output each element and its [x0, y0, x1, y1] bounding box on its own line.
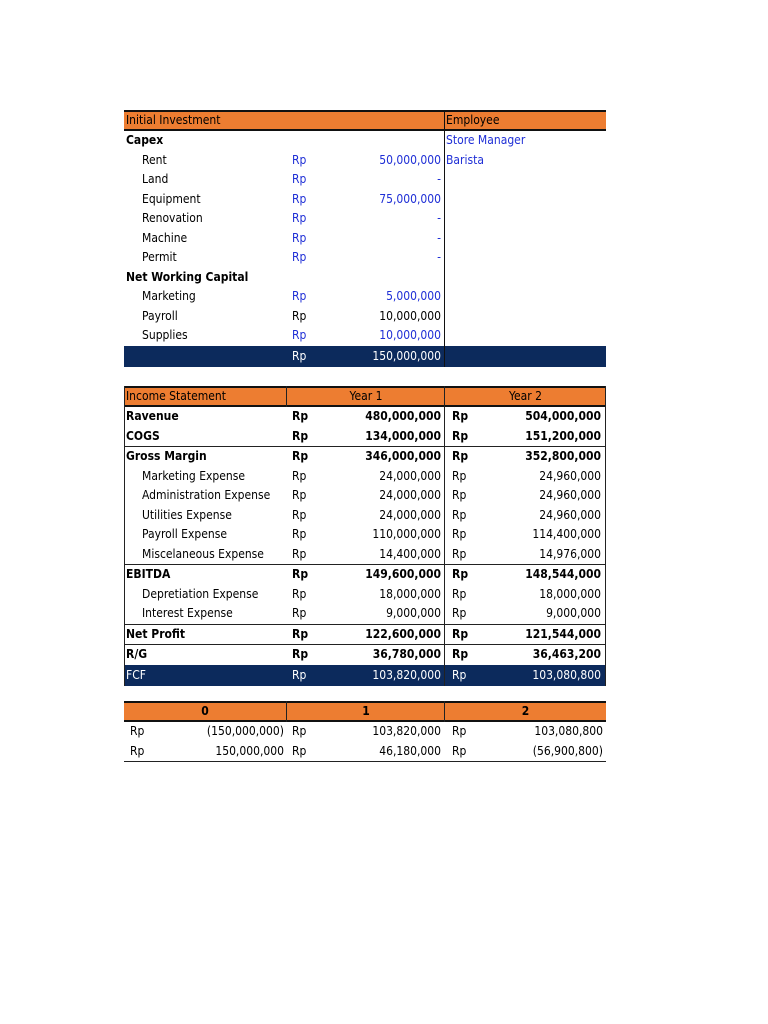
year1-value: 24,000,000 [379, 507, 441, 522]
row-label: Miscelaneous Expense [142, 546, 264, 561]
income-statement-row [124, 506, 606, 526]
item-value: - [437, 172, 441, 186]
currency-label: Rp [292, 647, 309, 661]
column-divider [286, 386, 287, 407]
row-label: R/G [126, 647, 148, 661]
income-statement-row [124, 665, 606, 686]
cash-flow-header-row [124, 701, 606, 722]
currency-label: Rp [292, 172, 307, 186]
year2-value: 352,800,000 [525, 449, 601, 463]
period-2-header: 2 [521, 704, 530, 718]
item-label: Rent [142, 152, 167, 167]
item-value: - [437, 250, 441, 264]
currency-label: Rp [452, 546, 467, 561]
income-statement-row [124, 467, 606, 487]
income-statement-header: Income Statement [126, 389, 226, 403]
item-value: - [437, 211, 441, 225]
period-1-value: 46,180,000 [379, 743, 441, 758]
currency-label: Rp [292, 348, 307, 363]
capex-row [124, 170, 606, 190]
currency-label: Rp [292, 428, 309, 443]
period-0-header: 0 [201, 704, 209, 718]
currency-label: Rp [130, 743, 145, 758]
currency-label: Rp [452, 647, 469, 661]
year2-value: 24,960,000 [539, 488, 601, 502]
cash-flow-row [124, 742, 606, 762]
currency-label: Rp [292, 743, 307, 758]
year2-value: 24,960,000 [539, 507, 601, 522]
period-0-value: 150,000,000 [215, 743, 284, 758]
nwc-row [124, 287, 606, 307]
item-label: Equipment [142, 191, 201, 206]
row-label: Payroll Expense [142, 527, 227, 541]
column-divider [444, 110, 445, 367]
row-label: Gross Margin [126, 449, 207, 463]
initial-investment-table [124, 110, 606, 367]
currency-label: Rp [452, 409, 469, 423]
year1-value: 134,000,000 [365, 428, 441, 443]
column-divider [444, 701, 445, 722]
cash-flow-row [124, 722, 606, 742]
currency-label: Rp [292, 507, 307, 522]
income-statement-row [124, 564, 606, 585]
nwc-label: Net Working Capital [126, 269, 249, 284]
row-label: Ravenue [126, 409, 179, 423]
capex-row [124, 229, 606, 249]
income-statement-row [124, 585, 606, 605]
column-divider [286, 701, 287, 722]
currency-label: Rp [292, 409, 309, 423]
income-statement-row [124, 545, 606, 565]
initial-investment-header-row [124, 110, 606, 131]
income-statement-row [124, 525, 606, 545]
item-value: 10,000,000 [379, 308, 441, 323]
currency-label: Rp [292, 567, 309, 581]
income-statement-row [124, 407, 606, 427]
currency-label: Rp [292, 626, 309, 641]
currency-label: Rp [292, 449, 309, 463]
row-label: COGS [126, 428, 160, 443]
currency-label: Rp [452, 567, 469, 581]
year2-value: 103,080,800 [532, 667, 601, 682]
currency-label: Rp [452, 606, 467, 620]
period-2-value: (56,900,800) [532, 743, 603, 758]
capex-row [124, 131, 606, 151]
capex-row [124, 248, 606, 268]
currency-label: Rp [292, 667, 307, 682]
item-value: - [437, 230, 441, 245]
income-statement-row [124, 604, 606, 624]
year2-value: 9,000,000 [546, 606, 601, 620]
item-label: Supplies [142, 328, 188, 342]
employee-item: Barista [446, 152, 484, 167]
year1-value: 103,820,000 [372, 667, 441, 682]
income-statement-row [124, 644, 606, 665]
year1-value: 122,600,000 [365, 626, 441, 641]
capex-row [124, 190, 606, 210]
currency-label: Rp [292, 586, 307, 601]
cash-flow-bottom-rule [124, 761, 606, 762]
row-label: FCF [126, 667, 146, 682]
currency-label: Rp [292, 211, 307, 225]
row-label: Administration Expense [142, 488, 271, 502]
income-statement-header-row [124, 386, 606, 407]
item-value: 75,000,000 [379, 191, 441, 206]
capex-label: Capex [126, 133, 164, 147]
row-label: Interest Expense [142, 606, 233, 620]
currency-label: Rp [292, 606, 307, 620]
year2-value: 14,976,000 [539, 546, 601, 561]
year1-value: 110,000,000 [372, 527, 441, 541]
year1-value: 9,000,000 [386, 606, 441, 620]
year2-value: 121,544,000 [525, 626, 601, 641]
currency-label: Rp [292, 488, 307, 502]
employee-header: Employee [446, 113, 500, 127]
currency-label: Rp [130, 724, 145, 738]
income-statement-row [124, 624, 606, 645]
currency-label: Rp [452, 527, 467, 541]
year2-value: 151,200,000 [525, 428, 601, 443]
initial-investment-header: Initial Investment [126, 113, 221, 127]
income-statement-table [124, 386, 606, 686]
currency-label: Rp [452, 468, 467, 483]
currency-label: Rp [452, 586, 467, 601]
currency-label: Rp [452, 743, 467, 758]
currency-label: Rp [452, 667, 467, 682]
currency-label: Rp [292, 289, 307, 303]
item-label: Renovation [142, 211, 203, 225]
year1-value: 149,600,000 [365, 567, 441, 581]
currency-label: Rp [292, 250, 307, 264]
year1-value: 346,000,000 [365, 449, 441, 463]
column-divider [124, 386, 125, 686]
item-label: Machine [142, 230, 188, 245]
currency-label: Rp [292, 468, 307, 483]
currency-label: Rp [292, 527, 307, 541]
row-label: Utilities Expense [142, 507, 232, 522]
item-label: Marketing [142, 289, 196, 303]
year2-value: 24,960,000 [539, 468, 601, 483]
year2-value: 504,000,000 [525, 409, 601, 423]
row-label: Net Profit [126, 626, 186, 641]
currency-label: Rp [452, 507, 467, 522]
income-statement-row [124, 486, 606, 506]
row-label: EBITDA [126, 567, 171, 581]
currency-label: Rp [292, 308, 307, 323]
period-2-value: 103,080,800 [534, 724, 603, 738]
nwc-row [124, 307, 606, 327]
employee-item: Store Manager [446, 133, 526, 147]
period-1-value: 103,820,000 [372, 724, 441, 738]
currency-label: Rp [292, 152, 307, 167]
currency-label: Rp [292, 724, 307, 738]
year2-value: 148,544,000 [525, 567, 601, 581]
item-value: 5,000,000 [386, 289, 441, 303]
item-label: Permit [142, 250, 177, 264]
currency-label: Rp [452, 724, 467, 738]
investment-total-row [124, 346, 606, 367]
nwc-row [124, 268, 606, 288]
period-0-value: (150,000,000) [206, 724, 284, 738]
row-label: Marketing Expense [142, 468, 246, 483]
investment-total-value: 150,000,000 [372, 348, 441, 363]
year1-header: Year 1 [349, 389, 383, 403]
year2-value: 114,400,000 [532, 527, 601, 541]
nwc-row [124, 326, 606, 346]
year1-value: 36,780,000 [372, 647, 441, 661]
income-statement-row [124, 446, 606, 467]
column-divider [444, 386, 445, 686]
currency-label: Rp [292, 230, 307, 245]
year2-value: 18,000,000 [539, 586, 601, 601]
currency-label: Rp [292, 191, 307, 206]
currency-label: Rp [292, 328, 307, 342]
item-value: 10,000,000 [379, 328, 441, 342]
item-label: Land [142, 172, 169, 186]
currency-label: Rp [452, 428, 469, 443]
row-label: Depretiation Expense [142, 586, 259, 601]
currency-label: Rp [452, 488, 467, 502]
period-1-header: 1 [362, 704, 370, 718]
currency-label: Rp [292, 546, 307, 561]
year2-value: 36,463,200 [532, 647, 601, 661]
column-divider [605, 386, 606, 686]
year1-value: 480,000,000 [365, 409, 441, 423]
year2-header: Year 2 [509, 389, 542, 403]
currency-label: Rp [452, 449, 469, 463]
year1-value: 24,000,000 [379, 468, 441, 483]
capex-row [124, 151, 606, 171]
currency-label: Rp [452, 626, 469, 641]
year1-value: 18,000,000 [379, 586, 441, 601]
item-label: Payroll [142, 308, 178, 323]
year1-value: 14,400,000 [379, 546, 441, 561]
year1-value: 24,000,000 [379, 488, 441, 502]
item-value: 50,000,000 [379, 152, 441, 167]
capex-row [124, 209, 606, 229]
income-statement-row [124, 427, 606, 447]
cash-flow-table [124, 701, 606, 762]
